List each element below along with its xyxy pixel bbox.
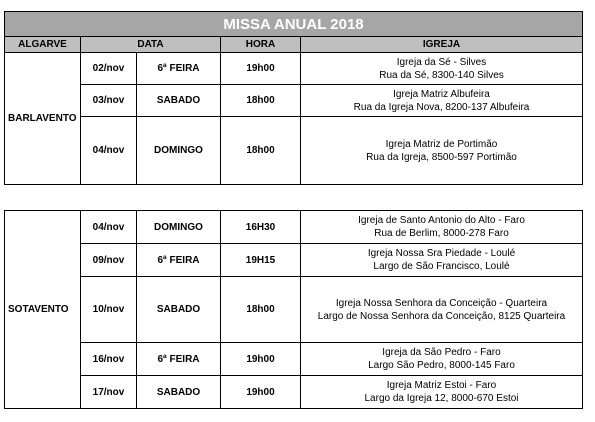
time-cell: 18h00 — [221, 117, 301, 185]
schedule-table-barlavento — [4, 11, 583, 185]
weekday-cell: 6ª FEIRA — [137, 53, 221, 85]
time-cell: 18h00 — [221, 85, 301, 117]
header-row — [5, 37, 583, 53]
weekday-cell: 6ª FEIRA — [137, 244, 221, 277]
church-cell — [301, 117, 583, 185]
table-row — [5, 376, 583, 409]
weekday-cell: 6ª FEIRA — [137, 343, 221, 376]
church-address: Rua da Igreja, 8500-597 Portimão — [366, 151, 517, 163]
date-cell: 09/nov — [81, 244, 137, 277]
date-cell: 04/nov — [81, 117, 137, 185]
church-name: Igreja Matriz Albufeira — [393, 88, 490, 100]
church-cell — [301, 277, 583, 343]
weekday-cell: DOMINGO — [137, 117, 221, 185]
time-cell: 19H15 — [221, 244, 301, 277]
church-cell — [301, 211, 583, 244]
date-cell: 02/nov — [81, 53, 137, 85]
schedule-table-sotavento — [4, 210, 583, 409]
church-cell — [301, 85, 583, 117]
table-row — [5, 53, 583, 85]
date-cell: 16/nov — [81, 343, 137, 376]
church-address: Rua de Berlim, 8000-278 Faro — [374, 228, 509, 239]
church-address: Rua da Sé, 8300-140 Silves — [379, 69, 504, 81]
table-row — [5, 85, 583, 117]
church-address: Largo de São Francisco, Loulé — [373, 261, 510, 272]
table-row — [5, 117, 583, 185]
church-name: Igreja da São Pedro - Faro — [382, 347, 501, 358]
church-name: Igreja Matriz Estoi - Faro — [386, 380, 497, 391]
church-name: Igreja Matriz de Portimão — [385, 138, 498, 150]
table-row — [5, 343, 583, 376]
church-address: Largo São Pedro, 8000-145 Faro — [368, 360, 515, 371]
time-cell: 18h00 — [221, 277, 301, 343]
time-cell: 19h00 — [221, 376, 301, 409]
header-igreja: IGREJA — [301, 37, 583, 53]
date-cell: 17/nov — [81, 376, 137, 409]
weekday-cell: DOMINGO — [137, 211, 221, 244]
title-row — [5, 12, 583, 37]
weekday-cell: SABADO — [137, 277, 221, 343]
church-address: Largo de Nossa Senhora da Conceição, 8125 Quarteira — [317, 310, 566, 322]
weekday-cell: SABADO — [137, 85, 221, 117]
church-name: Igreja da Sé - Silves — [396, 56, 487, 68]
time-cell: 16H30 — [221, 211, 301, 244]
region-label: SOTAVENTO — [5, 211, 81, 409]
weekday-cell: SABADO — [137, 376, 221, 409]
church-name: Igreja Nossa Senhora da Conceição - Quarteira — [335, 297, 548, 309]
date-cell: 10/nov — [81, 277, 137, 343]
table-row — [5, 244, 583, 277]
region-label: BARLAVENTO — [5, 53, 81, 185]
header-data: DATA — [81, 37, 221, 53]
church-cell — [301, 376, 583, 409]
church-cell — [301, 343, 583, 376]
date-cell: 03/nov — [81, 85, 137, 117]
church-address: Rua da Igreja Nova, 8200-137 Albufeira — [353, 101, 530, 113]
church-cell — [301, 244, 583, 277]
church-name: Igreja de Santo Antonio do Alto - Faro — [358, 215, 525, 226]
date-cell: 04/nov — [81, 211, 137, 244]
table-row — [5, 277, 583, 343]
header-algarve: ALGARVE — [5, 37, 81, 53]
page-title: MISSA ANUAL 2018 — [5, 12, 583, 37]
church-cell — [301, 53, 583, 85]
church-name: Igreja Nossa Sra Piedade - Loulé — [367, 248, 516, 259]
time-cell: 19h00 — [221, 343, 301, 376]
header-hora: HORA — [221, 37, 301, 53]
time-cell: 19h00 — [221, 53, 301, 85]
table-row — [5, 211, 583, 244]
church-address: Largo da Igreja 12, 8000-670 Estoi — [364, 393, 519, 404]
